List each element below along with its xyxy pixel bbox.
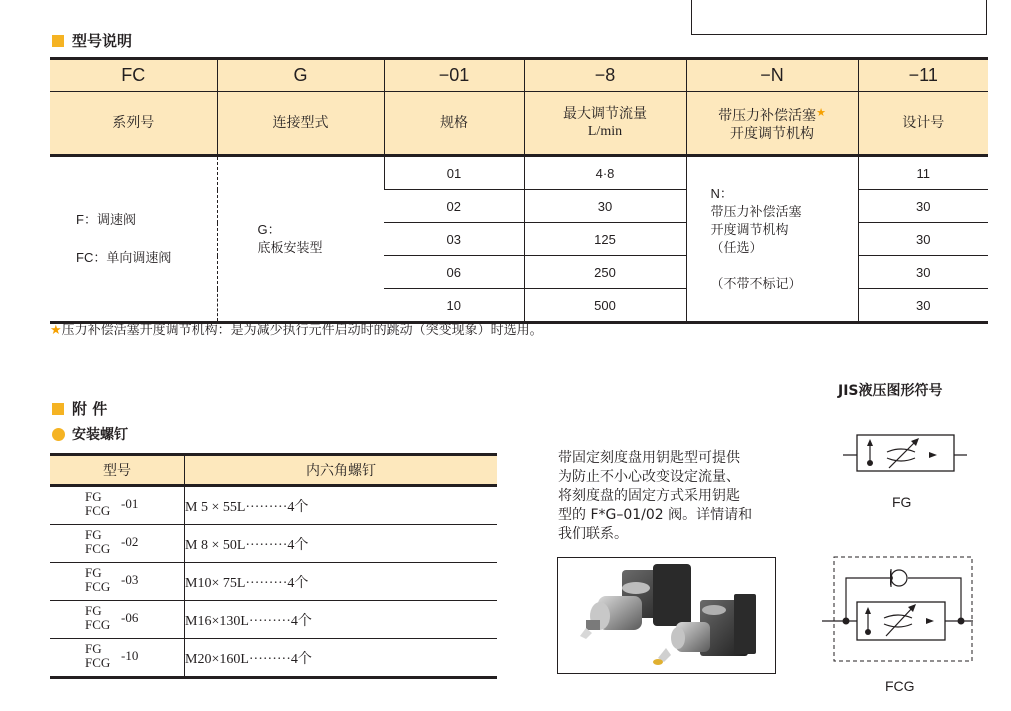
flow-cell: 500 [524, 289, 686, 323]
section-title-accessory: 附 件 [52, 398, 107, 419]
bolt-cell: M 8 × 50L·········4个 [185, 525, 498, 563]
model-code-table [50, 57, 988, 324]
header-row [50, 92, 988, 156]
connection-cell [217, 156, 384, 323]
header-piston-line1: 带压力补偿活塞 [718, 107, 817, 124]
piston-unmarked: （不带不标记） [710, 276, 802, 291]
series-item-f: F：调速阀 [76, 212, 136, 227]
code-piston: −N [686, 59, 858, 92]
header-piston [686, 92, 858, 156]
square-bullet-icon [52, 35, 64, 47]
table-row [50, 525, 497, 563]
code-connection: G [217, 59, 384, 92]
table-row [50, 563, 497, 601]
flow-cell: 250 [524, 256, 686, 289]
design-cell: 30 [858, 190, 988, 223]
bolt-cell: M20×160L·········4个 [185, 639, 498, 678]
size-cell: 01 [384, 156, 524, 190]
footnote-text: 压力补偿活塞开度调节机构：是为减少执行元件启动时的跳动（突变现象）时选用。 [61, 323, 543, 338]
model-cell: FG FCG -01 [85, 489, 139, 518]
header-series: 系列号 [50, 92, 217, 156]
square-bullet-icon [52, 403, 64, 415]
code-size: −01 [384, 59, 524, 92]
header-flow-line2: L/min [587, 124, 623, 139]
design-cell: 30 [858, 223, 988, 256]
size-cell: 06 [384, 256, 524, 289]
connection-code: G： [257, 222, 281, 237]
bolt-cell: M10× 75L·········4个 [185, 563, 498, 601]
connection-type: 底板安装型 [257, 240, 323, 255]
header-bolt: 内六角螺钉 [185, 455, 498, 486]
piston-line2: 开度调节机构 [710, 222, 789, 237]
piston-option-cell [686, 156, 858, 323]
flow-cell: 30 [524, 190, 686, 223]
code-series: FC [50, 59, 217, 92]
code-design: −11 [858, 59, 988, 92]
header-model: 型号 [50, 455, 185, 486]
fg-label: FG [892, 494, 912, 510]
product-photo [557, 557, 776, 674]
key-lock-description: 带固定刻度盘用钥匙型可提供 为防止不小心改变设定流量、 将刻度盘的固定方式采用钥匙 型的 F*G–01/02 阀。详情请和 我们联系。 [558, 450, 753, 542]
valve-photo-illustration [558, 558, 775, 673]
accessory-table [50, 453, 497, 679]
fcg-symbol-icon [822, 556, 974, 662]
footnote [50, 319, 543, 338]
code-flow: −8 [524, 59, 686, 92]
piston-optional: （任选） [710, 240, 763, 255]
design-cell: 30 [858, 289, 988, 323]
flow-cell: 125 [524, 223, 686, 256]
bolt-cell: M 5 × 55L·········4个 [185, 486, 498, 525]
header-size: 规格 [384, 92, 524, 156]
star-icon: ★ [50, 323, 62, 338]
design-cell: 11 [858, 156, 988, 190]
top-frame-box [691, 0, 987, 35]
piston-line1: 带压力补偿活塞 [710, 204, 802, 219]
flow-cell: 4·8 [524, 156, 686, 190]
model-cell: FG FCG -02 [85, 527, 139, 556]
table-row [50, 639, 497, 678]
fcg-label: FCG [885, 678, 915, 694]
fg-symbol-icon [843, 430, 968, 480]
code-row [50, 59, 988, 92]
star-icon: ★ [816, 105, 826, 119]
size-cell: 02 [384, 190, 524, 223]
circle-bullet-icon [52, 428, 65, 441]
header-design: 设计号 [858, 92, 988, 156]
series-cell [50, 156, 217, 323]
model-cell: FG FCG -10 [85, 641, 139, 670]
header-piston-line2: 开度调节机构 [730, 125, 814, 142]
piston-code: N： [710, 186, 733, 201]
size-cell: 03 [384, 223, 524, 256]
design-cell: 30 [858, 256, 988, 289]
table-row [50, 601, 497, 639]
size-cell: 10 [384, 289, 524, 323]
series-item-fc: FC：单向调速阀 [76, 250, 172, 265]
header-connection: 连接型式 [217, 92, 384, 156]
subsection-title: 安装螺钉 [52, 424, 128, 444]
section-title-model: 型号说明 [52, 30, 132, 51]
table-row [50, 486, 497, 525]
accessory-header-row [50, 455, 497, 486]
bolt-cell: M16×130L·········4个 [185, 601, 498, 639]
model-cell: FG FCG -03 [85, 565, 139, 594]
model-cell: FG FCG -06 [85, 603, 139, 632]
header-flow-line1: 最大调节流量 [563, 106, 647, 122]
header-flow [524, 92, 686, 156]
jis-symbol-title: JIS液压图形符号 [838, 383, 943, 399]
table-row [50, 156, 988, 190]
